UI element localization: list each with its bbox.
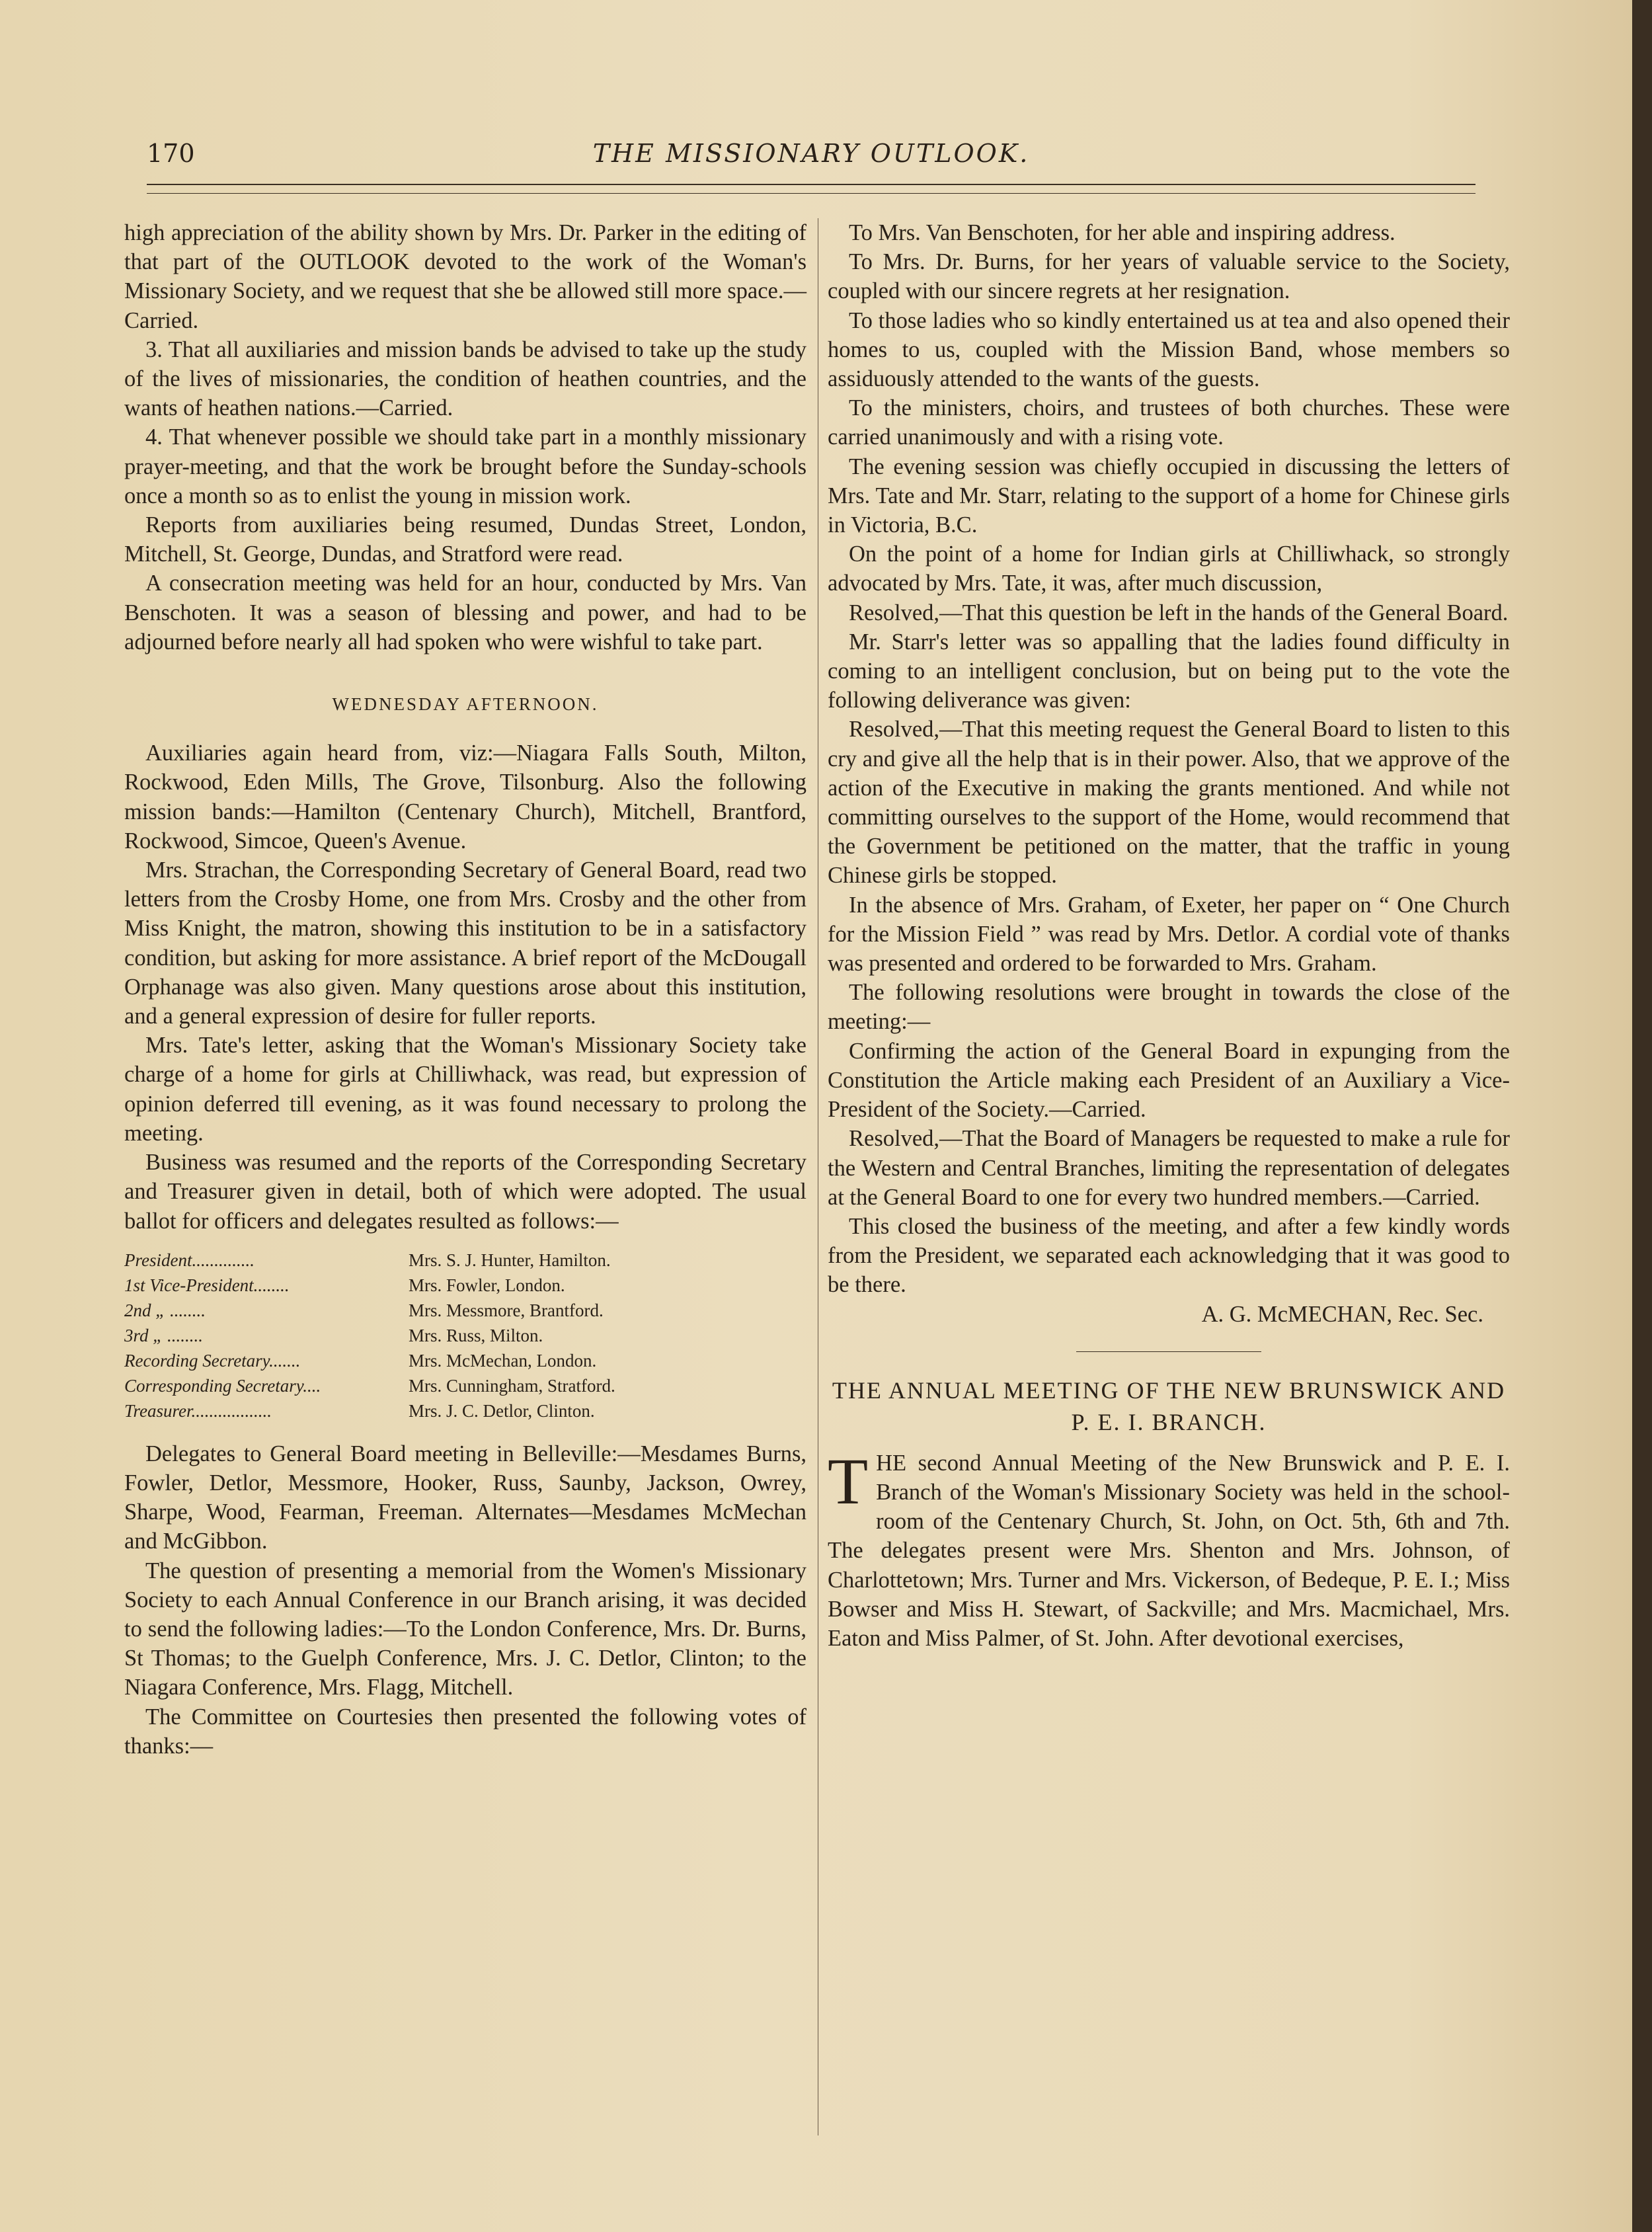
officer-name: Mrs. McMechan, London. (409, 1350, 597, 1371)
paragraph: Resolved,—That this question be left in the hands of the General Board. (849, 600, 1509, 625)
page-number: 170 (147, 139, 195, 168)
officer-role: Treasurer.................. (124, 1400, 272, 1421)
paragraph-text: HE second Annual Meeting of the New Brunswick and P. E. I. Branch of the Woman's Missionary Society was held in the school-room of the Centenary Church, St. John, on Oct. 5th, 6th and 7th. The delegates present were Mrs. Shenton and Mrs. Johnson, of Charlottetown; Mrs. Turner and Mrs. Vickerson, of Bedeque, P. E. I.; Miss Bowser and Miss H. Stewart, of Sackville; and Mrs. Macmichael, Mrs. Eaton and Miss Palmer, of St. John. After devotional exercises, (828, 1450, 1510, 1651)
officer-name: Mrs. Russ, Milton. (409, 1325, 543, 1345)
paragraph: On the point of a home for Indian girls at Chilliwhack, so strongly advocated by Mrs. Tate, it was, after much discussion, (828, 541, 1510, 596)
paragraph: In the absence of Mrs. Graham, of Exeter, her paper on “ One Church for the Mission Field ” was read by Mrs. Detlor. A cordial vote of thanks was presented and ordered to be forwarded to Mrs. Graham. (828, 892, 1510, 976)
officer-name: Mrs. Fowler, London. (409, 1275, 565, 1295)
paragraph: To Mrs. Dr. Burns, for her years of valuable service to the Society, coupled with our sincere regrets at her resignation. (828, 249, 1510, 304)
paragraph: The Committee on Courtesies then presented the following votes of thanks:— (124, 1704, 806, 1759)
paragraph: To the ministers, choirs, and trustees of both churches. These were carried unanimously and with a rising vote. (828, 395, 1510, 450)
section-divider (1076, 1351, 1261, 1352)
right-column (828, 218, 1510, 1653)
paragraph: A consecration meeting was held for an hour, conducted by Mrs. Van Benschoten. It was a season of blessing and power, and had to be adjourned before nearly all had spoken who were wishful to take part. (124, 571, 806, 655)
officer-role: 2nd „ ........ (124, 1300, 206, 1320)
officer-name: Mrs. Cunningham, Stratford. (409, 1375, 615, 1396)
officer-role: Recording Secretary....... (124, 1350, 301, 1371)
officer-name: Mrs. Messmore, Brantford. (409, 1300, 604, 1320)
header-rule (147, 184, 1475, 185)
officer-name: Mrs. J. C. Detlor, Clinton. (409, 1400, 595, 1421)
paragraph: high appreciation of the ability shown by Mrs. Dr. Parker in the editing of that part of the OUTLOOK devoted to the work of the Woman's Missionary Society, and we request that she be allowed still more space.—Carried. (124, 220, 806, 333)
paragraph: 3. That all auxiliaries and mission bands be advised to take up the study of the lives of missionaries, the condition of heathen countries, and the wants of heathen nations.—Carried. (124, 337, 806, 421)
page-edge (1632, 0, 1652, 2232)
paragraph: Resolved,—That this meeting request the General Board to listen to this cry and give all the help that is in their power. Also, that we approve of the action of the Executive in making the grants mentioned. And while not committing ourselves to the support of the Home, would recommend that the Government be petitioned on the matter, that the traffic in young Chinese girls be stopped. (828, 717, 1510, 889)
officer-row (124, 1298, 806, 1323)
officer-row (124, 1373, 806, 1398)
left-column (124, 218, 806, 1761)
paragraph: Mrs. Tate's letter, asking that the Woman's Missionary Society take charge of a home for girls at Chilliwhack, was read, but expression of opinion deferred till evening, as it was found necessary to prolong the meeting. (124, 1033, 806, 1146)
paragraph: This closed the business of the meeting, and after a few kindly words from the President, we separated each acknowledging that it was good to be there. (828, 1213, 1510, 1298)
paragraph: Mr. Starr's letter was so appalling that the ladies found difficulty in coming to an intelligent conclusion, but on being put to the vote the following deliverance was given: (828, 629, 1510, 713)
paragraph: Reports from auxiliaries being resumed, Dundas Street, London, Mitchell, St. George, Dundas, and Stratford were read. (124, 512, 806, 567)
officer-row (124, 1273, 806, 1298)
paragraph: Confirming the action of the General Board in expunging from the Constitution the Article making each President of an Auxiliary a Vice-President of the Society.—Carried. (828, 1038, 1510, 1123)
officer-row (124, 1248, 806, 1273)
paragraph: To Mrs. Van Benschoten, for her able and inspiring address. (849, 220, 1396, 245)
journal-title: THE MISSIONARY OUTLOOK. (592, 139, 1030, 168)
officer-name: Mrs. S. J. Hunter, Hamilton. (409, 1250, 611, 1270)
header-rule-thin (147, 193, 1475, 194)
paragraph: To those ladies who so kindly entertained us at tea and also opened their homes to us, coupled with the Mission Band, whose members so assiduously attended to the wants of the guests. (828, 307, 1510, 392)
paragraph: Auxiliaries again heard from, viz:—Niagara Falls South, Milton, Rockwood, Eden Mills, The Grove, Tilsonburg. Also the following mission bands:—Hamilton (Centenary Church), Mitchell, Brantford, Rockwood, Simcoe, Queen's Avenue. (124, 740, 806, 854)
paragraph: The question of presenting a memorial from the Women's Missionary Society to each Annual Conference in our Branch arising, it was decided to send the following ladies:—To the London Conference, Mrs. Dr. Burns, St Thomas; to the Guelph Conference, Mrs. J. C. Detlor, Clinton; to the Niagara Conference, Mrs. Flagg, Mitchell. (124, 1558, 806, 1700)
paragraph: Delegates to General Board meeting in Belleville:—Mesdames Burns, Fowler, Detlor, Messmore, Hooker, Russ, Saunby, Jackson, Owrey, Sharpe, Wood, Fearman, Freeman. Alternates—Mesdames McMechan and McGibbon. (124, 1441, 806, 1554)
paragraph-with-dropcap (828, 1444, 1510, 1653)
paragraph: Business was resumed and the reports of the Corresponding Secretary and Treasurer given in detail, both of which were adopted. The usual ballot for officers and delegates resulted as follows:— (124, 1150, 806, 1234)
article-heading: THE ANNUAL MEETING OF THE NEW BRUNSWICK AND P. E. I. BRANCH. (832, 1376, 1506, 1435)
paragraph: The evening session was chiefly occupied in discussing the letters of Mrs. Tate and Mr. Starr, relating to the support of a home for Chinese girls in Victoria, B.C. (828, 454, 1510, 538)
paragraph: Resolved,—That the Board of Managers be requested to make a rule for the Western and Central Branches, limiting the representation of delegates at the General Board to one for every two hundred members.—Carried. (828, 1126, 1510, 1210)
paragraph: Mrs. Strachan, the Corresponding Secretary of General Board, read two letters from the Crosby Home, one from Mrs. Crosby and the other from Miss Knight, the matron, showing this institution to be in a satisfactory condition, but asking for more assistance. A brief report of the McDougall Orphanage was also given. Many questions arose about this institution, and a general expression of desire for fuller reports. (124, 857, 806, 1029)
dropcap: T (828, 1444, 869, 1518)
officer-role: Corresponding Secretary.... (124, 1375, 321, 1396)
paragraph: The following resolutions were brought in towards the close of the meeting:— (828, 980, 1510, 1035)
officer-row (124, 1398, 806, 1423)
officer-role: 3rd „ ........ (124, 1325, 204, 1345)
officer-row (124, 1348, 806, 1373)
signature: A. G. McMECHAN, Rec. Sec. (1201, 1301, 1483, 1327)
officer-role: President.............. (124, 1250, 255, 1270)
section-heading: WEDNESDAY AFTERNOON. (332, 694, 599, 715)
officer-row (124, 1323, 806, 1348)
page-header (147, 132, 1475, 172)
officers-list (124, 1248, 806, 1423)
paragraph: 4. That whenever possible we should take part in a monthly missionary prayer-meeting, and that the work be brought before the Sunday-schools once a month so as to enlist the young in mission work. (124, 424, 806, 508)
officer-role: 1st Vice-President........ (124, 1275, 290, 1295)
